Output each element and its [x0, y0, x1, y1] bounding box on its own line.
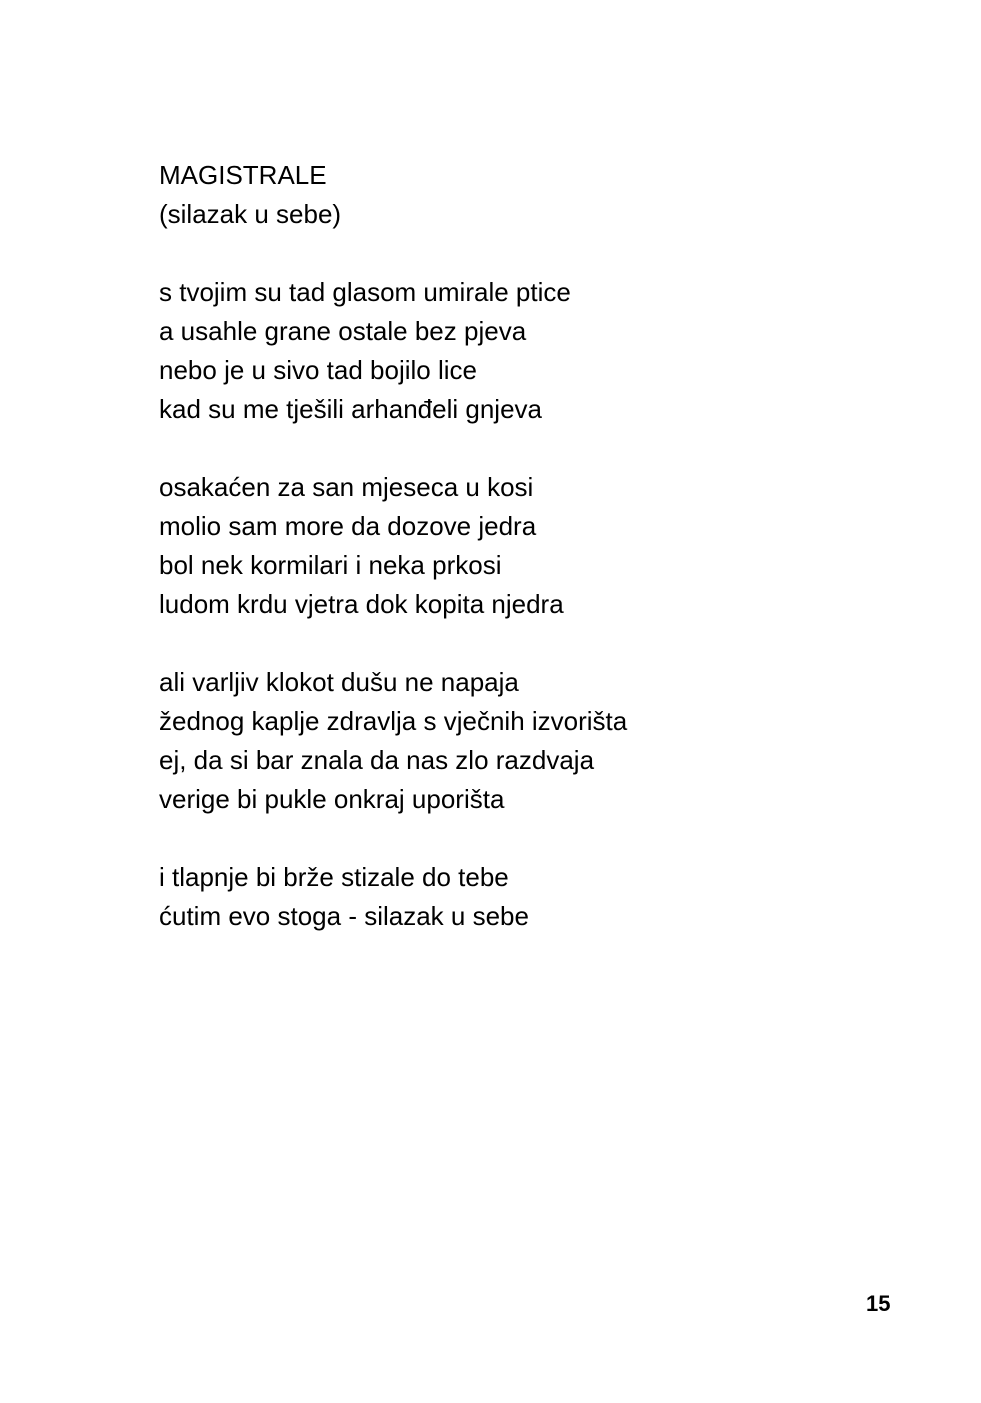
poem-line: bol nek kormilari i neka prkosi	[159, 550, 502, 580]
poem-line: ej, da si bar znala da nas zlo razdvaja	[159, 745, 595, 775]
poem-line: i tlapnje bi brže stizale do tebe	[159, 862, 509, 892]
poem-line: verige bi pukle onkraj uporišta	[159, 784, 505, 814]
poem-subtitle: (silazak u sebe)	[159, 199, 342, 229]
poem-line: s tvojim su tad glasom umirale ptice	[159, 277, 571, 307]
poem-line: a usahle grane ostale bez pjeva	[159, 316, 527, 346]
stanza-3	[159, 663, 879, 819]
poem-line: ćutim evo stoga - silazak u sebe	[159, 901, 529, 931]
poem-line: molio sam more da dozove jedra	[159, 511, 537, 541]
poem-line: osakaćen za san mjeseca u kosi	[159, 472, 534, 502]
poem-line: kad su me tješili arhanđeli gnjeva	[159, 394, 542, 424]
stanza-4	[159, 858, 879, 936]
poem-title: MAGISTRALE	[159, 160, 327, 190]
poem-line: žednog kaplje zdravlja s vječnih izvorišta	[159, 706, 628, 736]
poem	[159, 156, 879, 936]
poem-line: ali varljiv klokot dušu ne napaja	[159, 667, 519, 697]
stanza-1	[159, 273, 879, 429]
poem-line: nebo je u sivo tad bojilo lice	[159, 355, 477, 385]
stanza-2	[159, 468, 879, 624]
page-number: 15	[866, 1291, 891, 1316]
poem-line: ludom krdu vjetra dok kopita njedra	[159, 589, 564, 619]
